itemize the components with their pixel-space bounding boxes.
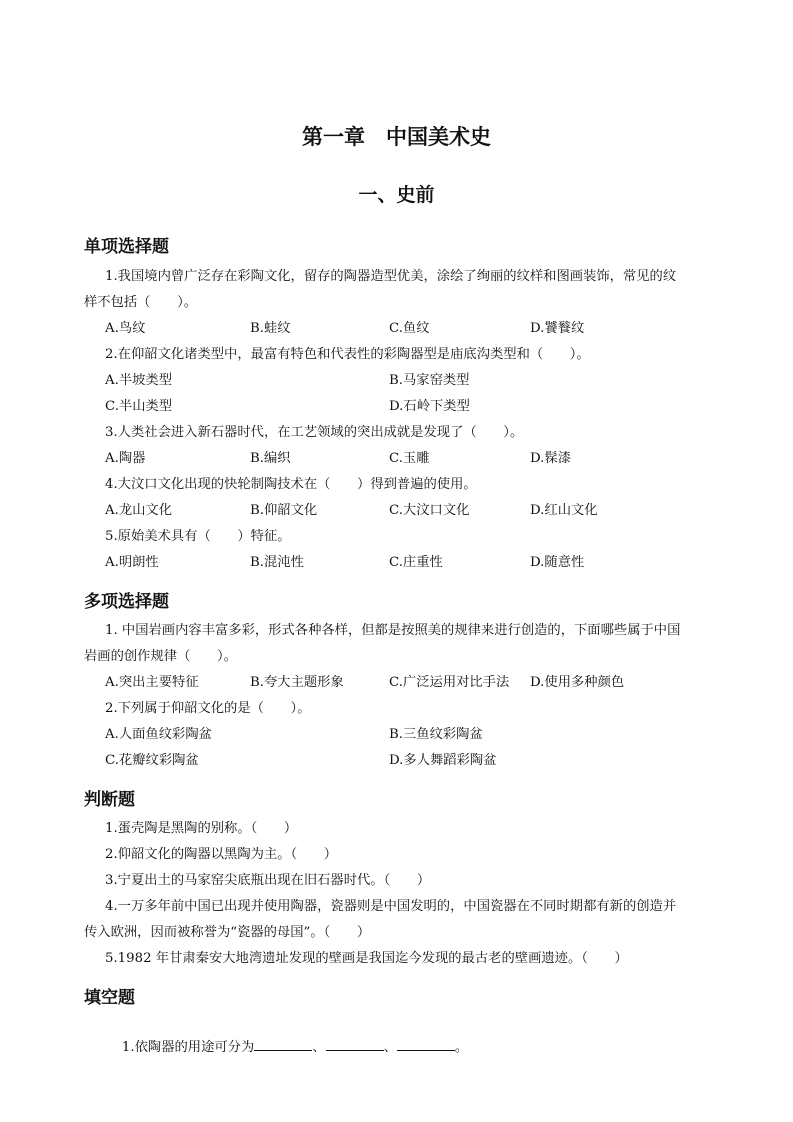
sc-q2-option-a: A.半坡类型 (105, 373, 173, 388)
sc-q2-text: 2.在仰韶文化诸类型中，最富有特色和代表性的彩陶器型是庙底沟类型和（ ）。 (105, 347, 590, 362)
sc-q4-option-c: C.大汶口文化 (389, 503, 470, 518)
mc-q2-option-a: A.人面鱼纹彩陶盆 (105, 727, 212, 742)
mc-q1-option-c: C.广泛运用对比手法 (389, 675, 510, 690)
mc-q2-text: 2.下列属于仰韶文化的是（ ）。 (105, 701, 311, 716)
sc-q5-option-c: C.庄重性 (389, 555, 443, 570)
mc-q1-text: 1. 中国岩画内容丰富多彩，形式各种各样，但都是按照美的规律来进行创造的，下面哪些属于中国 (105, 623, 681, 638)
fb-q1-prefix: 1.依陶器的用途可分为 (121, 1040, 255, 1055)
tf-q3-text: 3.宁夏出土的马家窑尖底瓶出现在旧石器时代。（ ） (105, 873, 431, 888)
sc-q5-text: 5.原始美术具有（ ）特征。 (105, 529, 291, 544)
heading-multiple-choice: 多项选择题 (84, 592, 169, 612)
sc-q1-option-d: D.饕餮纹 (530, 321, 585, 336)
sc-q2-option-c: C.半山类型 (105, 399, 173, 414)
tf-q4-text: 4.一万多年前中国已出现并使用陶器，瓷器则是中国发明的，中国瓷器在不同时期都有新的创造并 (105, 899, 677, 914)
tf-q1-text: 1.蛋壳陶是黑陶的别称。（ ） (105, 821, 298, 836)
sc-q4-option-a: A.龙山文化 (105, 503, 173, 518)
fb-q1-blank-1[interactable] (254, 1036, 312, 1051)
tf-q2-text: 2.仰韶文化的陶器以黑陶为主。（ ） (105, 847, 338, 862)
mc-q2-option-b: B.三鱼纹彩陶盆 (389, 727, 483, 742)
mc-q1-option-b: B.夸大主题形象 (250, 675, 344, 690)
sc-q3-option-c: C.玉雕 (389, 451, 430, 466)
heading-true-false: 判断题 (84, 790, 135, 810)
sc-q4-option-d: D.红山文化 (530, 503, 598, 518)
chapter-title: 第一章 中国美术史 (302, 125, 491, 149)
sc-q3-option-a: A.陶器 (105, 451, 146, 466)
sc-q5-option-d: D.随意性 (530, 555, 585, 570)
heading-single-choice: 单项选择题 (84, 237, 169, 257)
fb-q1-line (105, 1018, 468, 1075)
sc-q1-option-c: C.鱼纹 (389, 321, 430, 336)
sc-q4-text: 4.大汶口文化出现的快轮制陶技术在（ ）得到普遍的使用。 (105, 477, 477, 492)
sc-q2-option-b: B.马家窑类型 (389, 373, 470, 388)
mc-q1-option-a: A.突出主要特征 (105, 675, 199, 690)
section-title: 一、史前 (358, 184, 435, 206)
fb-q1-end: 。 (454, 1040, 469, 1055)
sc-q3-option-d: D.髹漆 (530, 451, 572, 466)
sc-q4-option-b: B.仰韶文化 (250, 503, 318, 518)
sc-q3-option-b: B.编织 (250, 451, 291, 466)
tf-q4-text-cont: 传入欧洲，因而被称誉为“瓷器的母国”。（ ） (84, 925, 371, 940)
fb-q1-blank-2[interactable] (326, 1036, 384, 1051)
sc-q5-option-b: B.混沌性 (250, 555, 304, 570)
mc-q1-option-d: D.使用多种颜色 (530, 675, 625, 690)
sc-q1-option-b: B.蛙纹 (250, 321, 291, 336)
sc-q2-option-d: D.石岭下类型 (389, 399, 470, 414)
fb-q1-sep-1: 、 (312, 1040, 326, 1055)
mc-q2-option-c: C.花瓣纹彩陶盆 (105, 753, 199, 768)
sc-q1-option-a: A.鸟纹 (105, 321, 146, 336)
heading-fill-blank: 填空题 (84, 988, 135, 1008)
fb-q1-sep-2: 、 (383, 1040, 397, 1055)
sc-q5-option-a: A.明朗性 (105, 555, 159, 570)
fb-q1-blank-3[interactable] (397, 1036, 455, 1051)
sc-q1-text: 1.我国境内曾广泛存在彩陶文化，留存的陶器造型优美，涂绘了绚丽的纹样和图画装饰，常见的纹 (105, 269, 677, 284)
tf-q5-text: 5.1982 年甘肃秦安大地湾遗址发现的壁画是我国迄今发现的最古老的壁画遗迹。（ ） (105, 951, 628, 966)
sc-q1-text-cont: 样不包括（ ）。 (84, 295, 198, 310)
mc-q2-option-d: D.多人舞蹈彩陶盆 (389, 753, 497, 768)
sc-q3-text: 3.人类社会进入新石器时代，在工艺领域的突出成就是发现了（ ）。 (105, 425, 524, 440)
mc-q1-text-cont: 岩画的创作规律（ ）。 (84, 649, 237, 664)
